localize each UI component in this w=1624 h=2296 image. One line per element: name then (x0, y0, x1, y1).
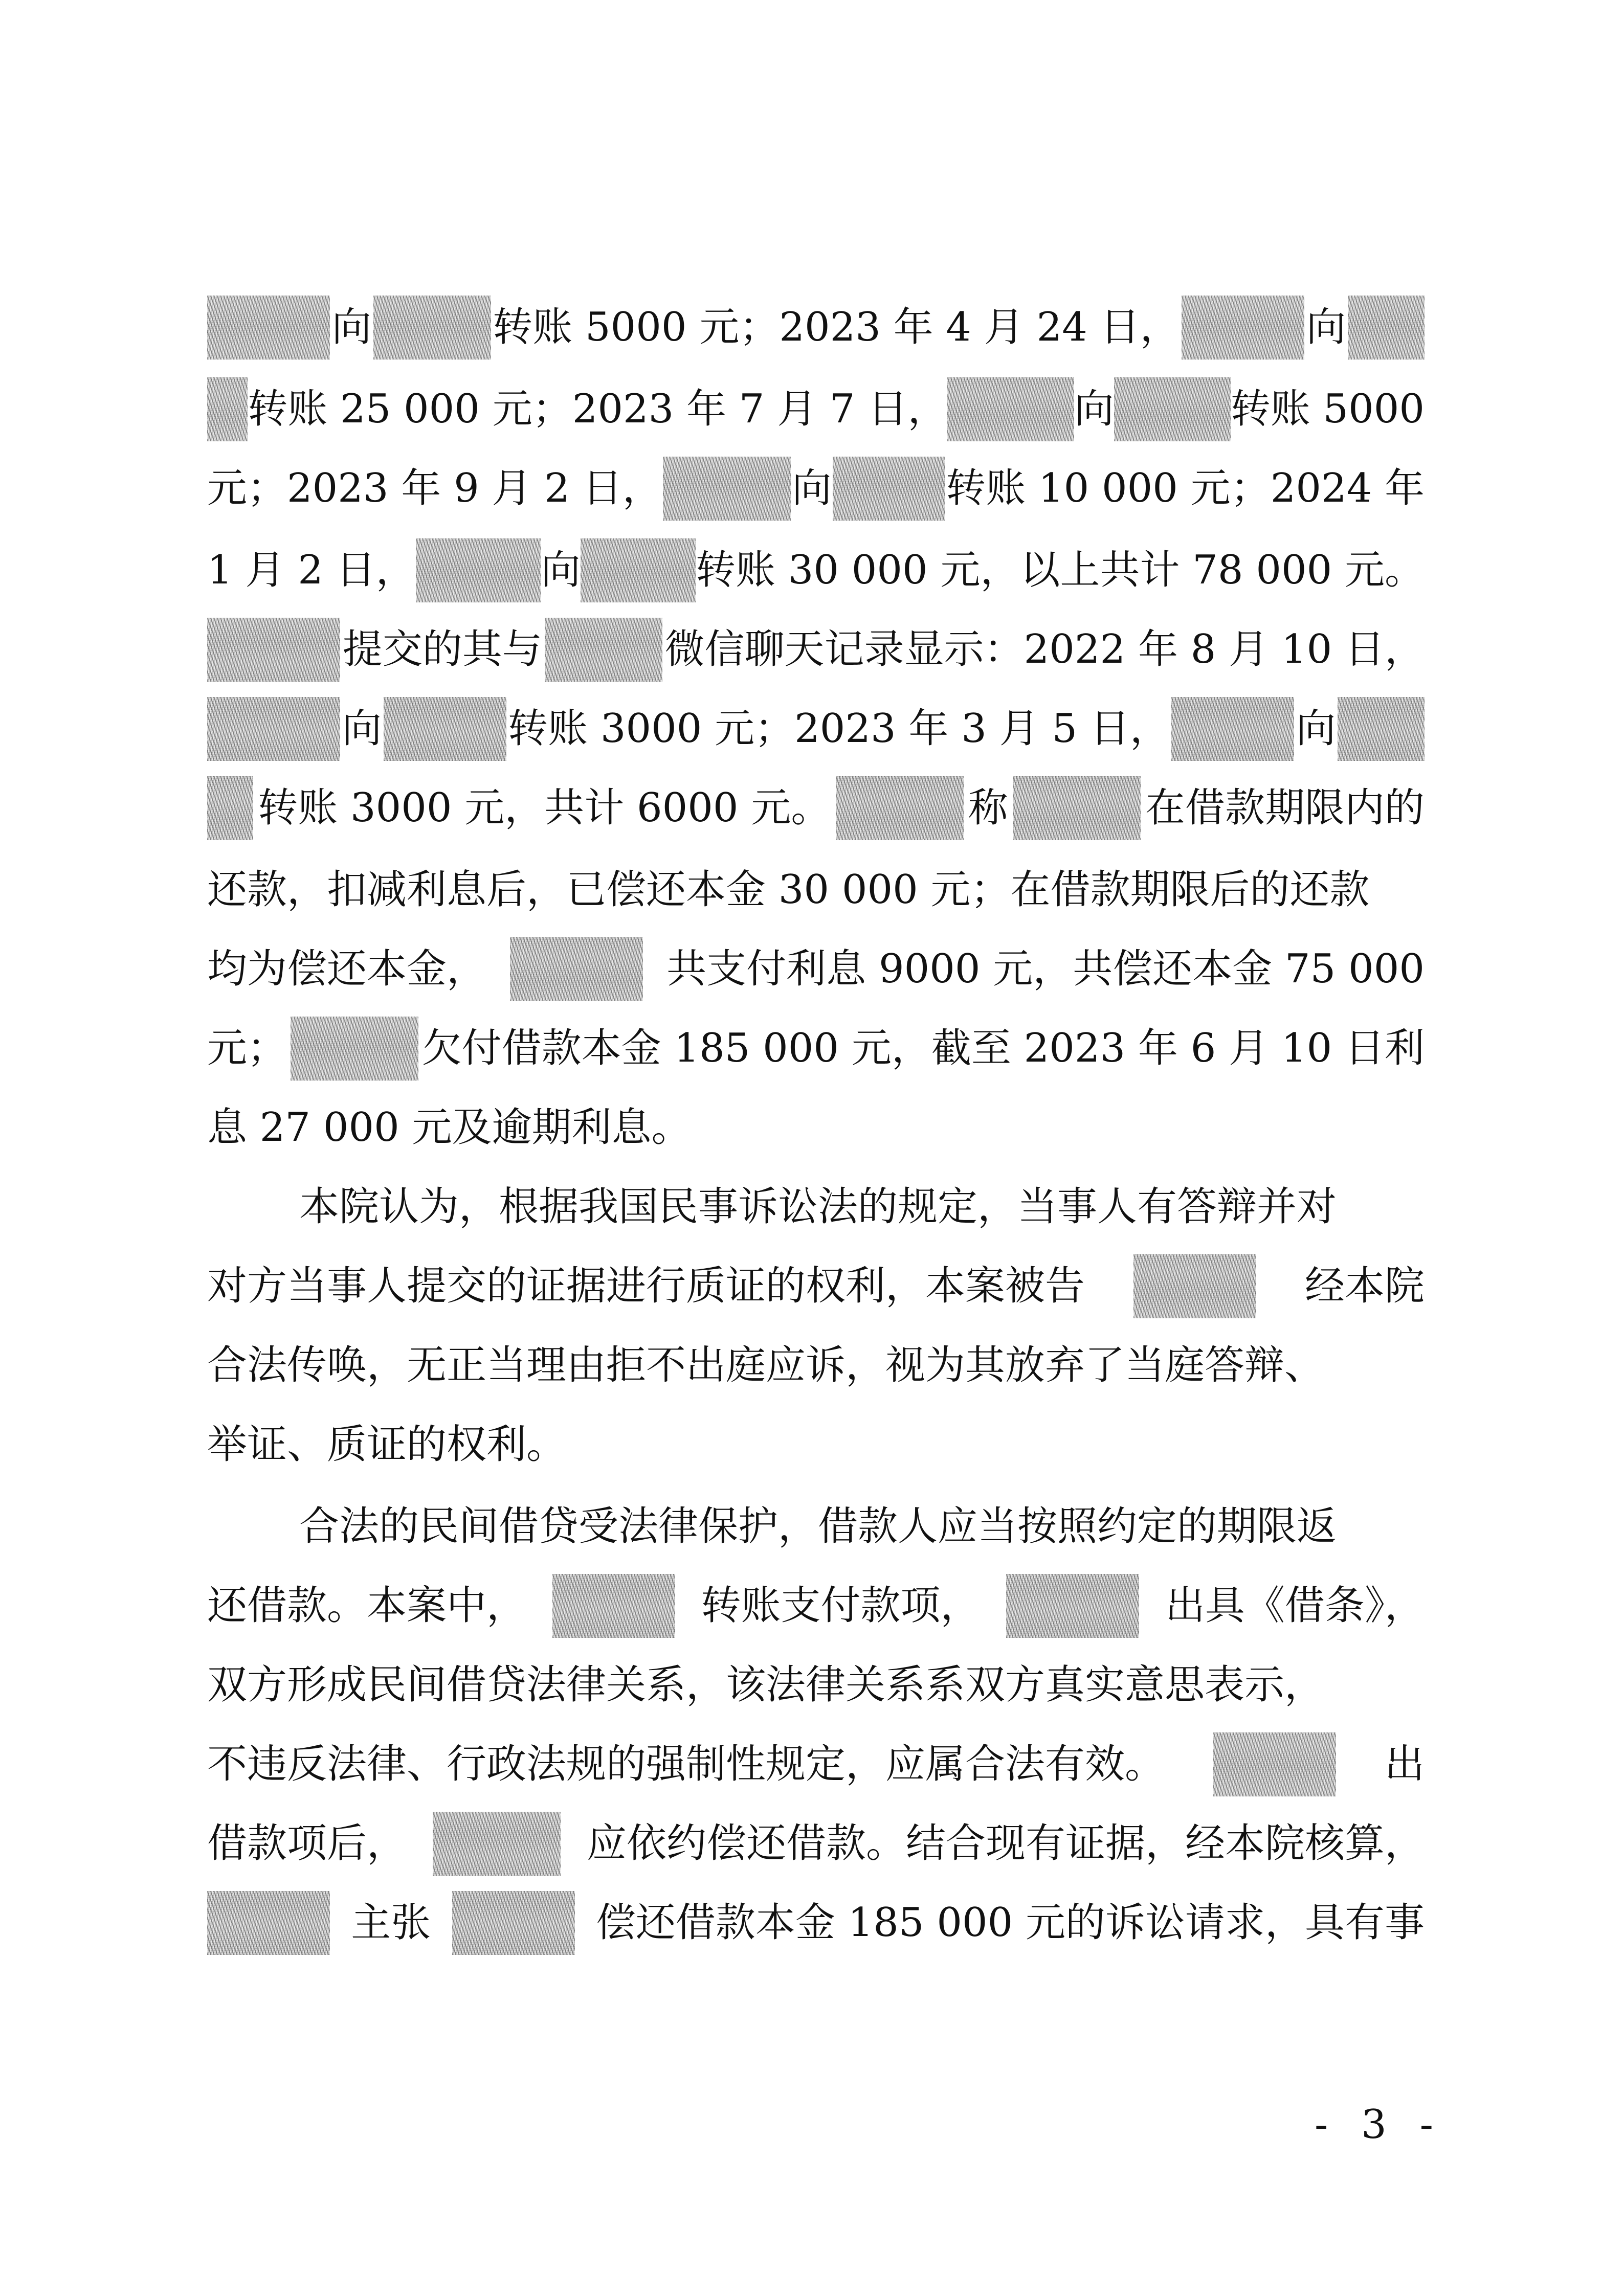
text-segment: 举证、质证的权利。 (207, 1422, 567, 1468)
redacted-name-block (207, 377, 248, 441)
text-segment: 转账 30 000 元，以上共计 78 000 元。 (695, 547, 1425, 593)
text-segment: 微信聊天记录显示：2022 年 8 月 10 日， (664, 626, 1425, 672)
redacted-name-block (452, 1891, 575, 1955)
text-segment: 欠付借款本金 185 000 元，截至 2023 年 6 月 10 日利 (421, 1025, 1425, 1071)
text-segment: 向 (1074, 386, 1114, 432)
text-line (207, 1404, 1425, 1485)
text-segment: 向 (1306, 304, 1346, 350)
text-line (207, 1007, 1425, 1089)
text-segment: 向 (342, 706, 382, 752)
text-segment: 还款，扣减利息后，已偿还本金 30 000 元；在借款期限后的还款 (207, 867, 1370, 913)
text-line (207, 1565, 1425, 1647)
text-line (207, 609, 1425, 690)
text-line (207, 928, 1425, 1010)
text-segment: 主张 (351, 1900, 431, 1946)
text-line (207, 1803, 1425, 1884)
text-line (207, 1324, 1425, 1406)
redacted-name-block (384, 697, 506, 761)
text-segment: 1 月 2 日， (207, 547, 416, 593)
redacted-name-block (836, 776, 964, 840)
text-segment: 转账支付款项， (701, 1583, 981, 1629)
redacted-name-block (207, 776, 253, 840)
text-segment: 借款项后， (207, 1820, 407, 1866)
text-segment: 还借款。本案中， (207, 1583, 527, 1629)
text-segment: 转账 25 000 元；2023 年 7 月 7 日， (248, 386, 948, 432)
text-segment: 称 (968, 785, 1008, 831)
text-segment: 转账 5000 元；2023 年 4 月 24 日， (493, 304, 1180, 350)
redacted-name-block (207, 1891, 330, 1955)
text-segment: 偿还借款本金 185 000 元的诉讼请求，具有事 (595, 1900, 1425, 1946)
text-line (207, 1245, 1425, 1327)
text-segment: 合法传唤，无正当理由拒不出庭应诉，视为其放弃了当庭答辩、 (207, 1342, 1325, 1388)
text-segment: 在借款期限内的 (1145, 785, 1425, 831)
text-segment: 应依约偿还借款。结合现有证据，经本院核算， (586, 1820, 1425, 1866)
text-segment: 转账 5000 (1230, 386, 1425, 432)
text-segment: 共支付利息 9000 元，共偿还本金 75 000 (666, 946, 1425, 992)
text-line (207, 368, 1425, 450)
redacted-name-block (947, 377, 1074, 441)
redacted-name-block (545, 618, 662, 682)
text-segment: 本院认为，根据我国民事诉讼法的规定，当事人有答辩并对 (299, 1184, 1337, 1230)
text-segment: 向 (1296, 706, 1336, 752)
text-line (207, 849, 1425, 931)
redacted-name-block (373, 296, 491, 359)
text-segment: 出具《借条》， (1165, 1583, 1425, 1629)
text-segment: 元； (207, 1025, 287, 1071)
text-line (207, 447, 1425, 529)
redacted-name-block (1171, 697, 1294, 761)
redacted-name-block (1182, 296, 1304, 359)
text-segment: 向 (541, 547, 581, 593)
text-segment: 转账 3000 元；2023 年 3 月 5 日， (508, 706, 1170, 752)
text-line (207, 1723, 1425, 1805)
text-segment: 合法的民间借贷受法律保护，借款人应当按照约定的期限返 (299, 1503, 1337, 1549)
redacted-name-block (510, 937, 643, 1001)
text-line (207, 767, 1425, 849)
redacted-name-block (833, 457, 945, 521)
redacted-name-block (581, 538, 696, 602)
redacted-name-block (433, 1812, 561, 1876)
redacted-name-block (1013, 776, 1141, 840)
text-segment: 均为偿还本金， (207, 946, 487, 992)
text-segment: 转账 3000 元，共计 6000 元。 (258, 785, 831, 831)
redacted-name-block (416, 538, 541, 602)
text-line (207, 688, 1425, 770)
page-number: - 3 - (1315, 2102, 1443, 2148)
text-line (207, 286, 1425, 368)
text-segment: 出 (1384, 1741, 1425, 1787)
text-segment: 向 (331, 304, 372, 350)
redacted-name-block (1338, 697, 1425, 761)
redacted-name-block (207, 618, 340, 682)
redacted-name-block (1006, 1574, 1139, 1638)
redacted-name-block (207, 697, 340, 761)
redacted-name-block (291, 1017, 418, 1081)
redacted-name-block (552, 1574, 675, 1638)
redacted-name-block (1133, 1254, 1256, 1318)
text-segment: 对方当事人提交的证据进行质证的权利，本案被告 (207, 1263, 1085, 1309)
text-segment: 息 27 000 元及逾期利息。 (207, 1105, 692, 1151)
text-line (207, 529, 1425, 611)
text-line (207, 1087, 1425, 1168)
redacted-name-block (1213, 1732, 1336, 1796)
text-segment: 向 (791, 465, 832, 511)
text-segment: 不违反法律、行政法规的强制性规定，应属合法有效。 (207, 1741, 1165, 1787)
text-line (299, 1485, 1425, 1567)
text-segment: 双方形成民间借贷法律关系，该法律关系系双方真实意思表示， (207, 1662, 1325, 1708)
text-line (299, 1166, 1425, 1248)
text-segment: 转账 10 000 元；2024 年 (946, 465, 1425, 511)
text-line (207, 1644, 1425, 1726)
text-segment: 元；2023 年 9 月 2 日， (207, 465, 662, 511)
redacted-name-block (207, 296, 330, 359)
text-line (207, 1882, 1425, 1964)
text-segment: 经本院 (1304, 1263, 1425, 1309)
redacted-name-block (1114, 377, 1231, 441)
redacted-name-block (663, 457, 791, 521)
redacted-name-block (1348, 296, 1425, 359)
text-segment: 提交的其与 (342, 626, 542, 672)
